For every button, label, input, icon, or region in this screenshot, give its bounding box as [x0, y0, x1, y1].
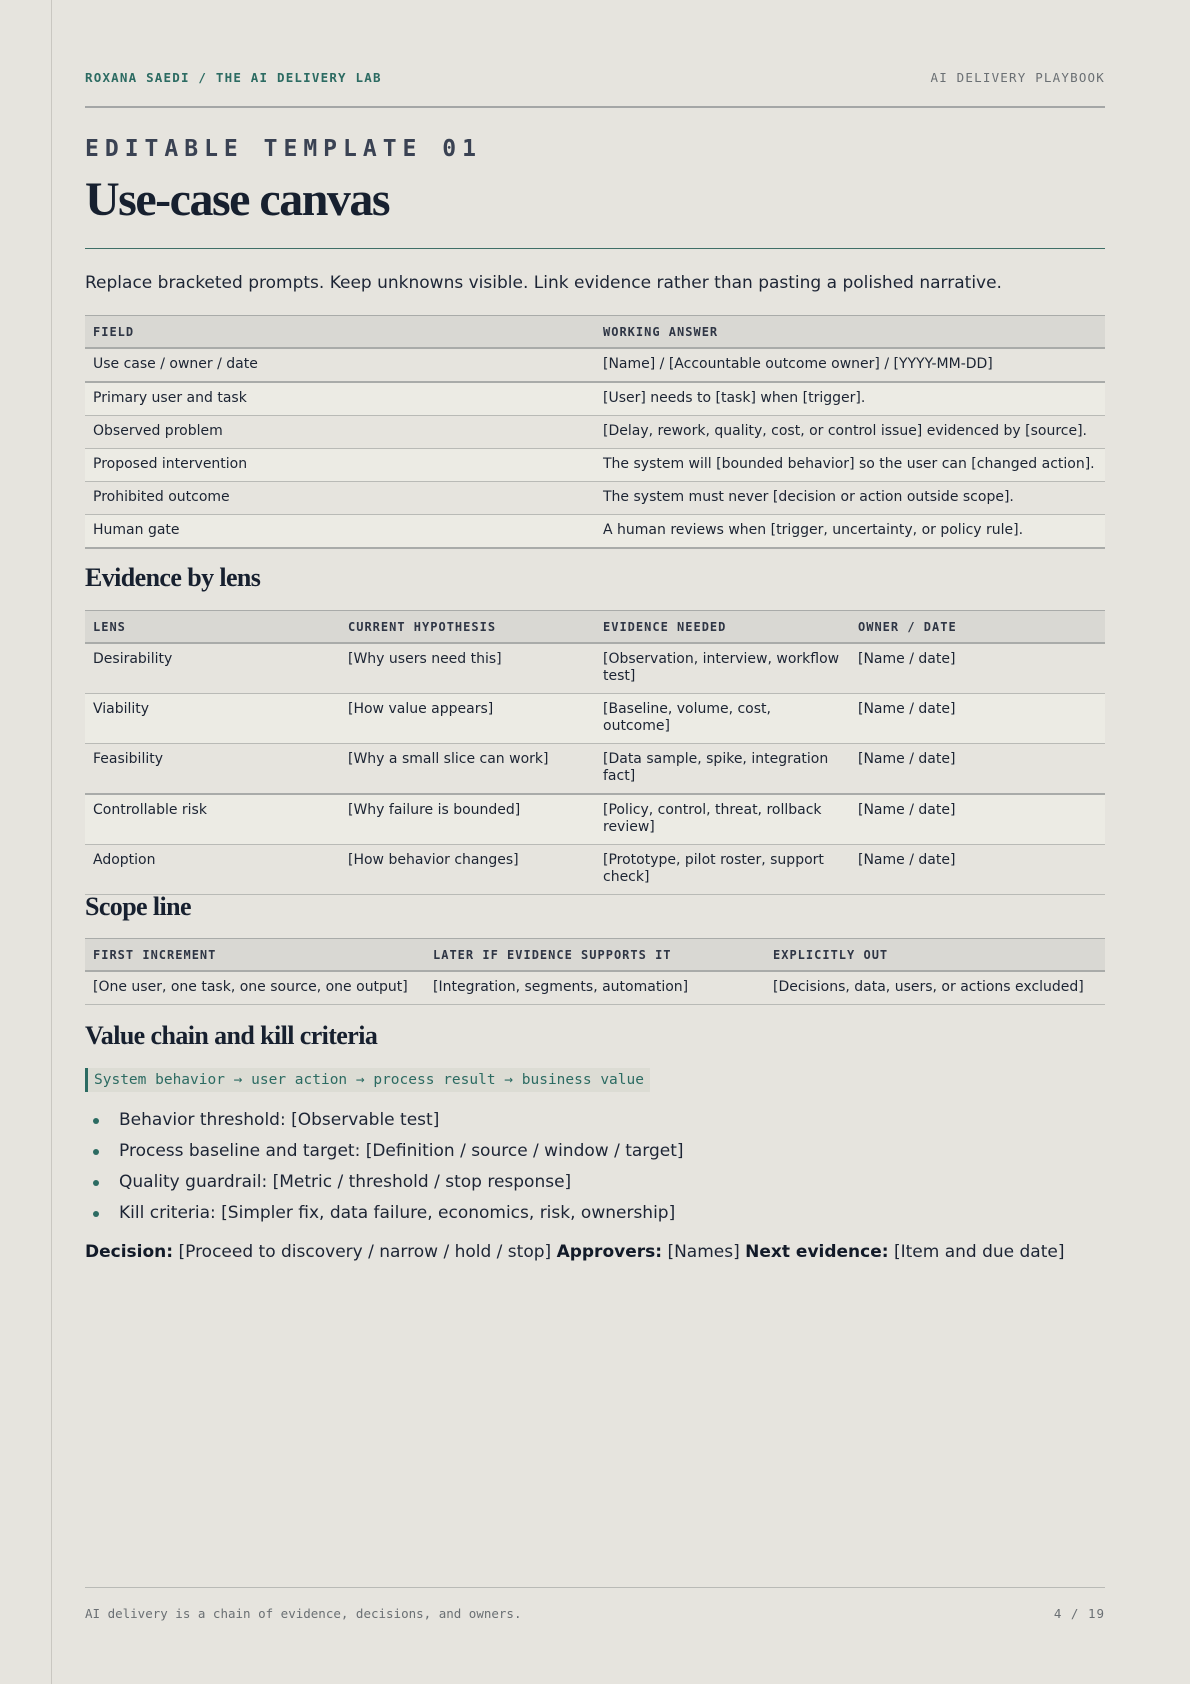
table-cell[interactable]: Primary user and task [85, 382, 595, 416]
list-item [85, 1108, 684, 1139]
canvas-table [85, 315, 1105, 549]
table-cell[interactable]: Prohibited outcome [85, 482, 595, 515]
next-evidence-label: Next evidence: [745, 1242, 889, 1262]
table-cell[interactable]: [Name / date] [850, 794, 1105, 845]
table-cell[interactable]: The system will [bounded behavior] so the user can [changed action]. [595, 449, 1105, 482]
column-header: CURRENT HYPOTHESIS [340, 611, 595, 644]
table-row [85, 643, 1105, 694]
table-header-row [85, 939, 1105, 972]
table-cell[interactable]: Observed problem [85, 416, 595, 449]
book-title-label: AI DELIVERY PLAYBOOK [930, 70, 1105, 85]
decision-line [85, 1242, 1064, 1262]
evidence-table [85, 610, 1105, 895]
table-cell[interactable]: Desirability [85, 643, 340, 694]
next-evidence-value: [Item and due date] [888, 1242, 1065, 1262]
table-cell[interactable]: The system must never [decision or action outside scope]. [595, 482, 1105, 515]
approvers-label: Approvers: [556, 1242, 663, 1262]
footer-divider [85, 1587, 1105, 1588]
table-cell[interactable]: [Decisions, data, users, or actions excluded] [765, 971, 1105, 1005]
table-cell[interactable]: [Baseline, volume, cost, outcome] [595, 694, 850, 744]
table-cell[interactable]: [How behavior changes] [340, 845, 595, 895]
table-cell[interactable]: A human reviews when [trigger, uncertainty, or policy rule]. [595, 515, 1105, 549]
column-header: FIELD [85, 316, 595, 349]
bullet-icon [93, 1211, 99, 1217]
list-item-text: Process baseline and target: [Definition / source / window / target] [119, 1141, 684, 1161]
decision-label: Decision: [85, 1242, 174, 1262]
column-header: EXPLICITLY OUT [765, 939, 1105, 972]
section-heading-value-chain: Value chain and kill criteria [85, 1021, 378, 1050]
column-header: LATER IF EVIDENCE SUPPORTS IT [425, 939, 765, 972]
table-cell[interactable]: Feasibility [85, 744, 340, 795]
table-cell[interactable]: [Name] / [Accountable outcome owner] / [YYYY-MM-DD] [595, 348, 1105, 382]
template-kicker: EDITABLE TEMPLATE 01 [85, 136, 482, 162]
table-row [85, 416, 1105, 449]
table-cell[interactable]: [User] needs to [task] when [trigger]. [595, 382, 1105, 416]
table-header-row [85, 316, 1105, 349]
table-row [85, 694, 1105, 744]
table-cell[interactable]: Use case / owner / date [85, 348, 595, 382]
column-header: FIRST INCREMENT [85, 939, 425, 972]
bullet-icon [93, 1118, 99, 1124]
table-cell[interactable]: [Name / date] [850, 643, 1105, 694]
table-row [85, 515, 1105, 549]
table-cell[interactable]: Viability [85, 694, 340, 744]
scope-table [85, 938, 1105, 1005]
page-number: 4 / 19 [1053, 1606, 1105, 1621]
section-heading-scope: Scope line [85, 892, 191, 921]
table-cell[interactable]: Proposed intervention [85, 449, 595, 482]
table-row [85, 845, 1105, 895]
table-cell[interactable]: [Delay, rework, quality, cost, or control issue] evidenced by [source]. [595, 416, 1105, 449]
value-chain-code: System behavior → user action → process result → business value [85, 1068, 650, 1092]
footer-tagline: AI delivery is a chain of evidence, decisions, and owners. [85, 1606, 522, 1621]
table-cell[interactable]: [One user, one task, one source, one output] [85, 971, 425, 1005]
table-cell[interactable]: [Policy, control, threat, rollback review] [595, 794, 850, 845]
column-header: LENS [85, 611, 340, 644]
table-cell[interactable]: [Data sample, spike, integration fact] [595, 744, 850, 795]
title-divider [85, 248, 1105, 249]
decision-value: [Proceed to discovery / narrow / hold / stop] [173, 1242, 557, 1262]
page-margin-rule [51, 0, 52, 1684]
list-item [85, 1201, 684, 1232]
list-item [85, 1139, 684, 1170]
table-cell[interactable]: [Name / date] [850, 845, 1105, 895]
section-heading-evidence: Evidence by lens [85, 563, 261, 592]
running-header [85, 70, 1105, 108]
table-row [85, 382, 1105, 416]
kill-criteria-list [85, 1108, 684, 1232]
table-row [85, 794, 1105, 845]
table-cell[interactable]: Controllable risk [85, 794, 340, 845]
table-cell[interactable]: [Observation, interview, workflow test] [595, 643, 850, 694]
list-item-text: Behavior threshold: [Observable test] [119, 1110, 440, 1130]
table-cell[interactable]: Human gate [85, 515, 595, 549]
author-lab-label: ROXANA SAEDI / THE AI DELIVERY LAB [85, 70, 382, 85]
intro-text: Replace bracketed prompts. Keep unknowns visible. Link evidence rather than pasting a polished narrative. [85, 273, 1002, 293]
page-title: Use-case canvas [85, 173, 390, 226]
table-row [85, 449, 1105, 482]
table-cell[interactable]: [Name / date] [850, 694, 1105, 744]
column-header: EVIDENCE NEEDED [595, 611, 850, 644]
table-cell[interactable]: [How value appears] [340, 694, 595, 744]
table-cell[interactable]: [Why a small slice can work] [340, 744, 595, 795]
approvers-value: [Names] [662, 1242, 746, 1262]
column-header: OWNER / DATE [850, 611, 1105, 644]
list-item-text: Quality guardrail: [Metric / threshold / stop response] [119, 1172, 572, 1192]
table-row [85, 971, 1105, 1005]
list-item [85, 1170, 684, 1201]
table-cell[interactable]: [Prototype, pilot roster, support check] [595, 845, 850, 895]
table-cell[interactable]: [Name / date] [850, 744, 1105, 795]
bullet-icon [93, 1180, 99, 1186]
table-row [85, 744, 1105, 795]
list-item-text: Kill criteria: [Simpler fix, data failure, economics, risk, ownership] [119, 1203, 676, 1223]
table-cell[interactable]: [Integration, segments, automation] [425, 971, 765, 1005]
bullet-icon [93, 1149, 99, 1155]
table-cell[interactable]: Adoption [85, 845, 340, 895]
table-row [85, 348, 1105, 382]
table-header-row [85, 611, 1105, 644]
table-cell[interactable]: [Why users need this] [340, 643, 595, 694]
table-row [85, 482, 1105, 515]
column-header: WORKING ANSWER [595, 316, 1105, 349]
table-cell[interactable]: [Why failure is bounded] [340, 794, 595, 845]
